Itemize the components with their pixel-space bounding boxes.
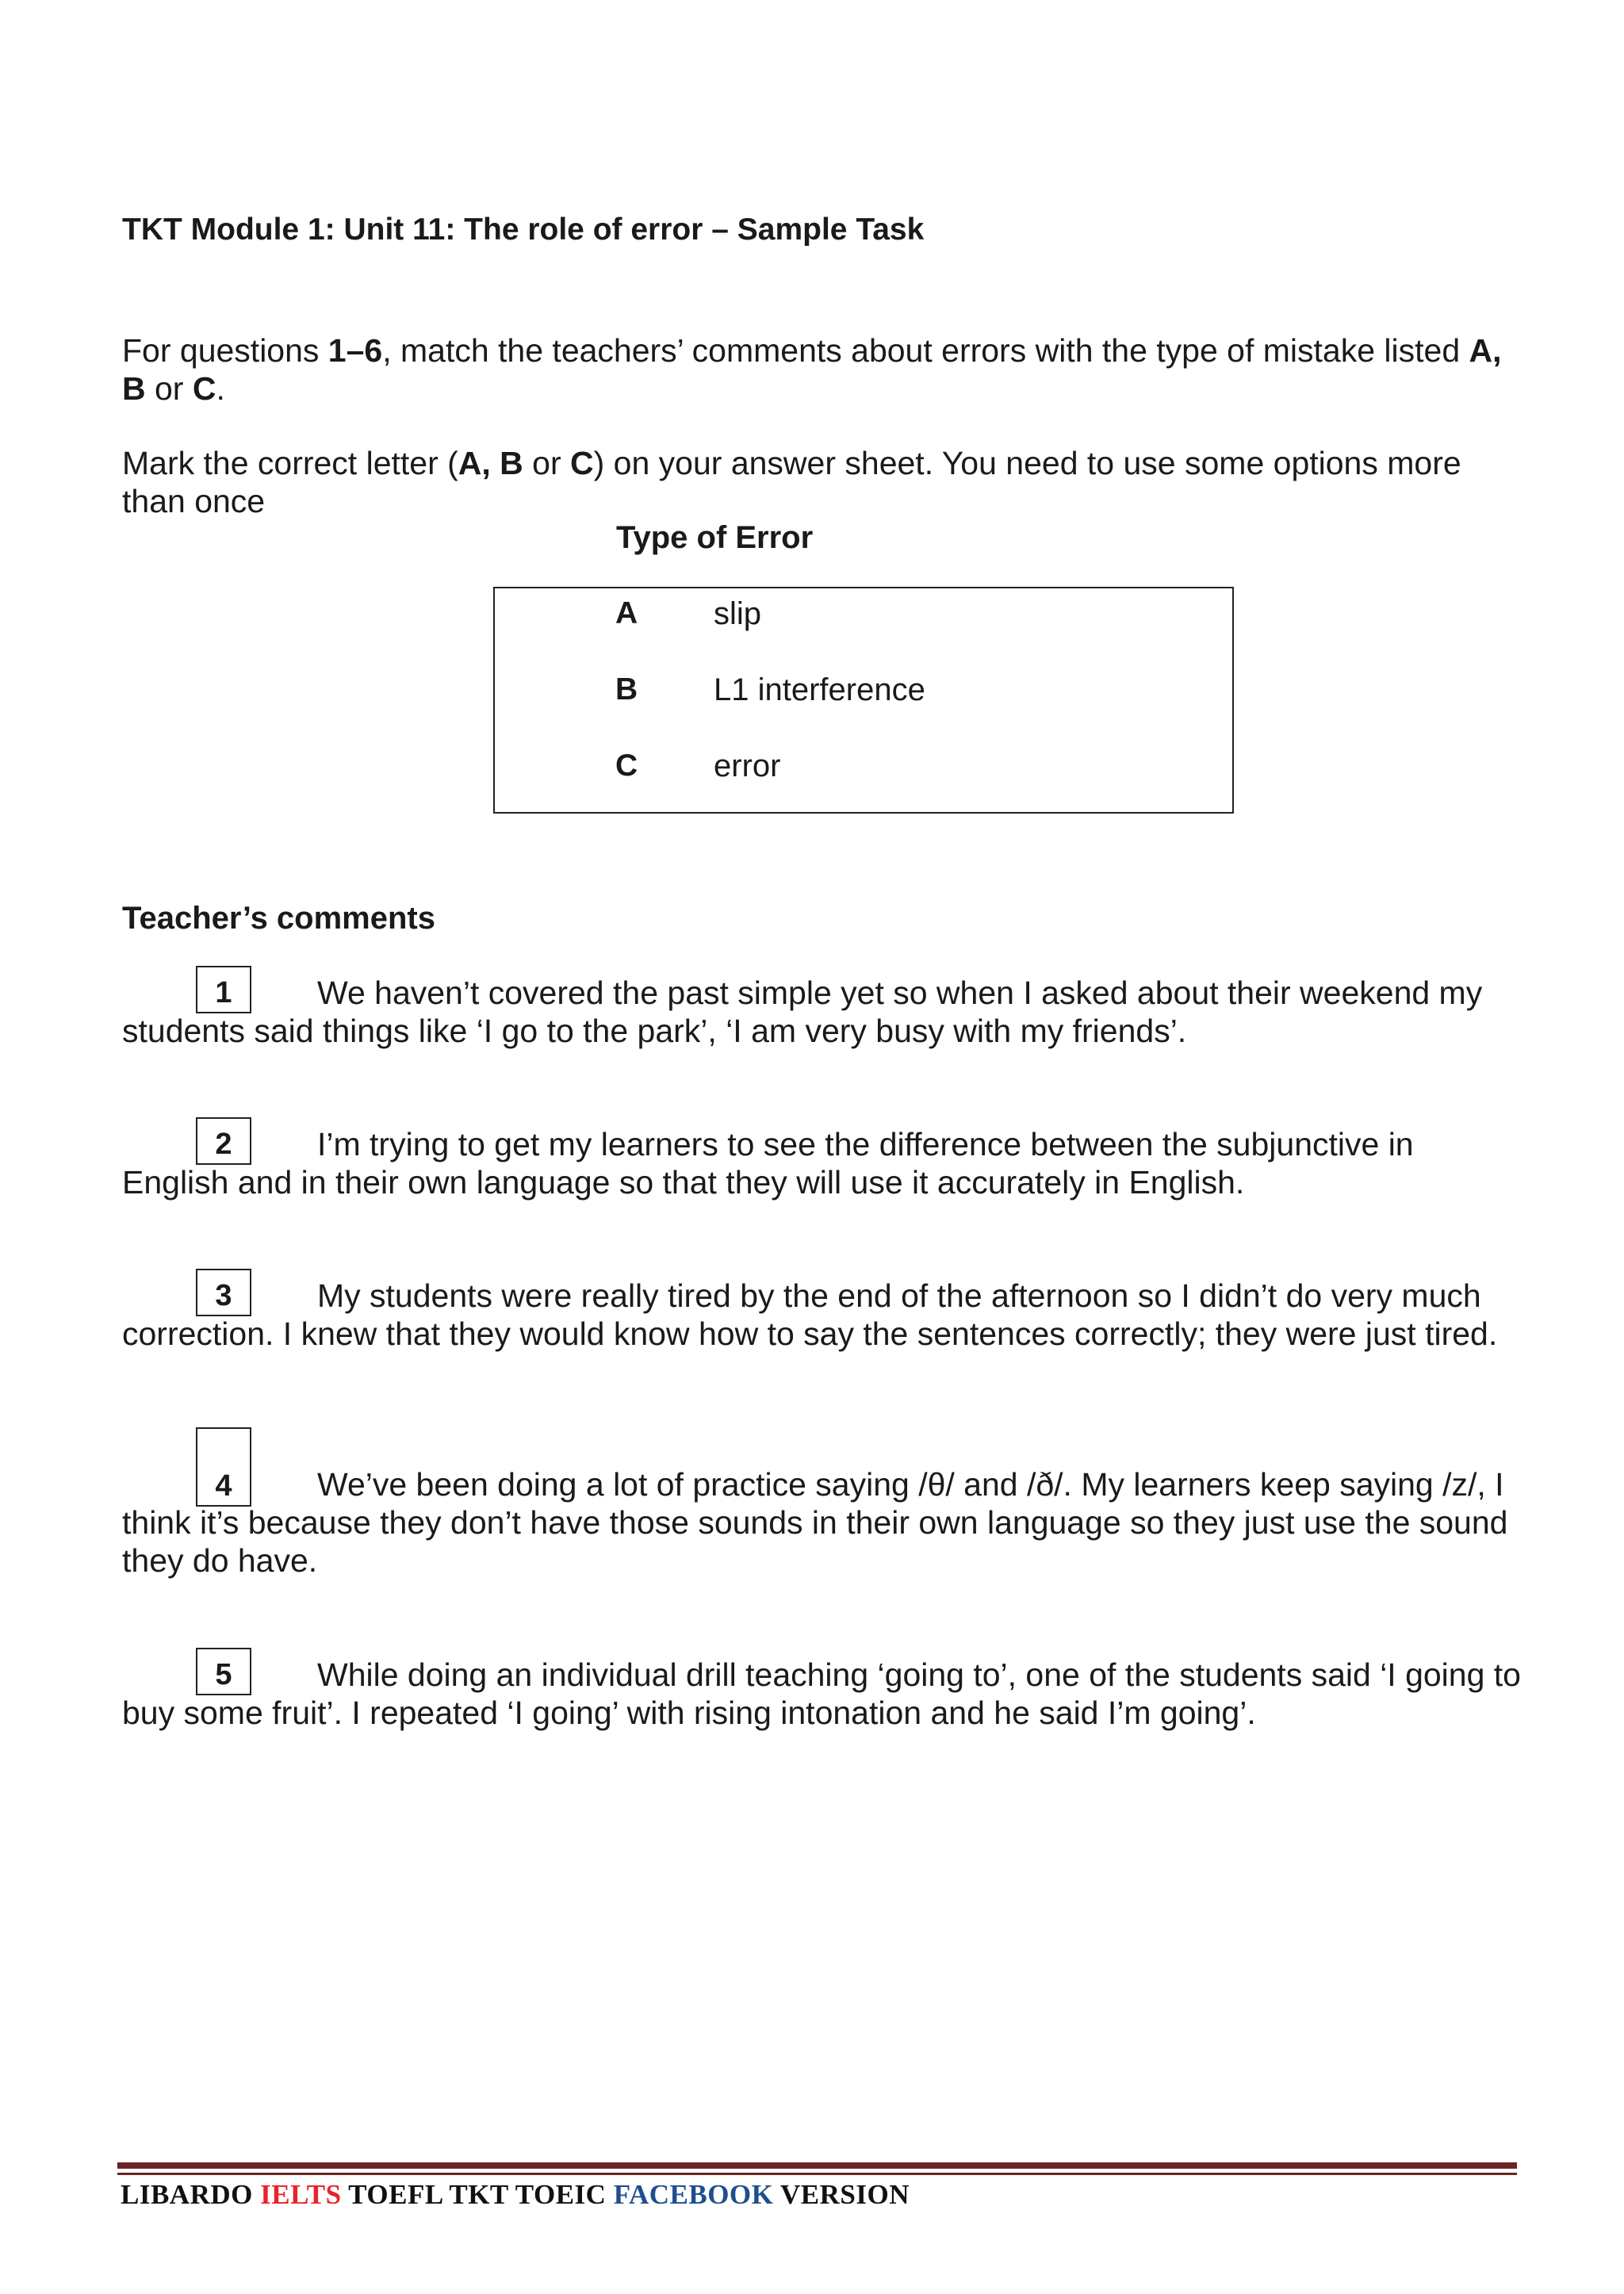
error-types-box (493, 587, 1234, 814)
comment-text: My students were really tired by the end of the afternoon so I didn’t do very much correction. I knew that they would know how to say the sentences correctly; they were just tired. (122, 1277, 1498, 1352)
option-b-text: L1 interference (714, 672, 925, 707)
question-number-box: 4 (196, 1427, 251, 1507)
question-number-box: 1 (196, 966, 251, 1013)
option-c-text: error (714, 749, 781, 783)
instr-text: For questions (122, 332, 328, 369)
instr-text: , match the teachers’ comments about errors with the type of mistake listed (382, 332, 1469, 369)
comment-text: We haven’t covered the past simple yet so when I asked about their weekend my students said things like ‘I go to the park’, ‘I am very busy with my friends’. (122, 975, 1483, 1049)
option-c-letter: C (615, 749, 638, 783)
page-title: TKT Module 1: Unit 11: The role of error – Sample Task (122, 213, 925, 247)
instr-bold: C (570, 445, 594, 481)
footer-banner (121, 2179, 910, 2211)
footer-rule-thick (117, 2162, 1517, 2169)
question-number-box: 5 (196, 1648, 251, 1695)
instr-text: or (523, 445, 571, 481)
footer-rule-thin (117, 2173, 1517, 2175)
question-number-box: 2 (196, 1117, 251, 1165)
instructions-paragraph-1 (122, 331, 1518, 408)
comment-text: We’ve been doing a lot of practice saying /θ/ and /ð/. My learners keep saying /z/, I think it’s because they don’t have those sounds in their own language so they just use the sound they do have. (122, 1466, 1508, 1579)
footer-text: VERSION (773, 2179, 910, 2210)
instr-bold: C (192, 370, 216, 407)
error-types-heading: Type of Error (616, 520, 814, 555)
instructions-paragraph-2 (122, 444, 1518, 520)
footer-text: LIBARDO (121, 2179, 261, 2210)
instr-bold: A, B (458, 445, 523, 481)
comment-text: I’m trying to get my learners to see the difference between the subjunctive in English and in their own language so that they will use it accurately in English. (122, 1126, 1414, 1201)
instr-bold: 1–6 (327, 332, 383, 369)
instr-text: ) on your answer sheet. You need to use some options more than once (122, 445, 1461, 519)
comments-heading: Teacher’s comments (122, 901, 435, 936)
option-a-letter: A (615, 596, 638, 630)
comment-text: While doing an individual drill teaching ‘going to’, one of the students said ‘I going to buy some fruit’. I repeated ‘I going’ with rising intonation and he said I’m going’. (122, 1656, 1521, 1731)
instr-text: . (216, 370, 225, 407)
footer-text: TOEFL TKT TOEIC (341, 2179, 614, 2210)
option-b-letter: B (615, 672, 638, 707)
question-number-box: 3 (196, 1269, 251, 1316)
instr-text: Mark the correct letter ( (122, 445, 458, 481)
instr-text: or (145, 370, 193, 407)
footer-ielts: IELTS (260, 2179, 342, 2210)
option-a-text: slip (714, 596, 762, 631)
footer-facebook: FACEBOOK (613, 2179, 774, 2210)
instr-bold: A, B (122, 332, 1502, 407)
